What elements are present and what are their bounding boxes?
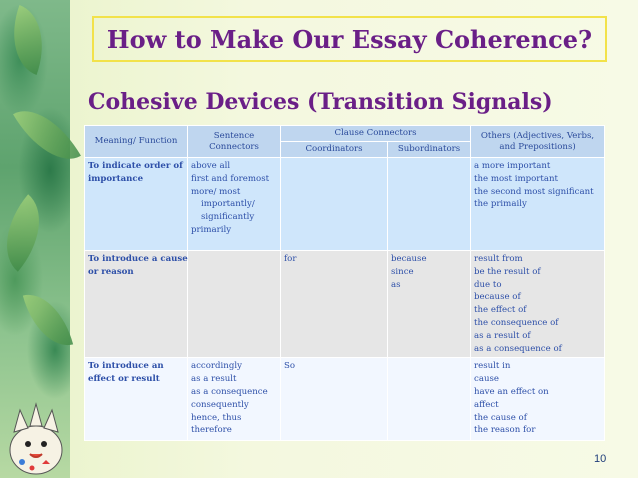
leaf-icon [23,286,73,353]
title-box [92,16,607,62]
page-number: 10 [594,453,607,465]
table-cell-coordinators: for [281,251,388,358]
table-cell-meaning: To indicate order of importance [85,158,188,251]
header-meaning: Meaning/ Function [85,126,188,158]
table-cell-sentence [188,251,281,358]
table-cell-sentence: above all first and foremost more/ most importantly/ significantly primarily [188,158,281,251]
page-subtitle: Cohesive Devices (Transition Signals) [88,89,553,115]
leaf-icon [0,194,60,272]
table-row [85,158,605,251]
header-clause-connectors: Clause Connectors [281,126,471,142]
page-title: How to Make Our Essay Coherence? [106,24,593,54]
table-row [85,251,605,358]
table-cell-others: result from be the result of due to because of the effect of the consequence of as a result of as a consequence of [471,251,605,358]
mascot-character [0,398,72,478]
leaf-icon [0,5,57,75]
table-cell-meaning: To introduce a cause or reason [85,251,188,358]
table-row [85,358,605,441]
table-cell-others: result in cause have an effect on affect the cause of the reason for [471,358,605,441]
transition-signals-table [84,125,605,441]
table-cell-subordinators [388,358,471,441]
table-cell-sentence: accordingly as a result as a consequence consequently hence, thus therefore [188,358,281,441]
table-cell-others: a more important the most important the second most significant the primaily [471,158,605,251]
table-cell-meaning: To introduce an effect or result [85,358,188,441]
header-subordinators: Subordinators [388,142,471,158]
table-cell-coordinators [281,158,388,251]
table-cell-coordinators: So [281,358,388,441]
table-cell-subordinators [388,158,471,251]
header-sentence-connectors: Sentence Connectors [188,126,281,158]
header-others: Others (Adjectives, Verbs, and Prepositions) [471,126,605,158]
header-coordinators: Coordinators [281,142,388,158]
leaf-icon [13,95,81,175]
table-cell-subordinators: because since as [388,251,471,358]
